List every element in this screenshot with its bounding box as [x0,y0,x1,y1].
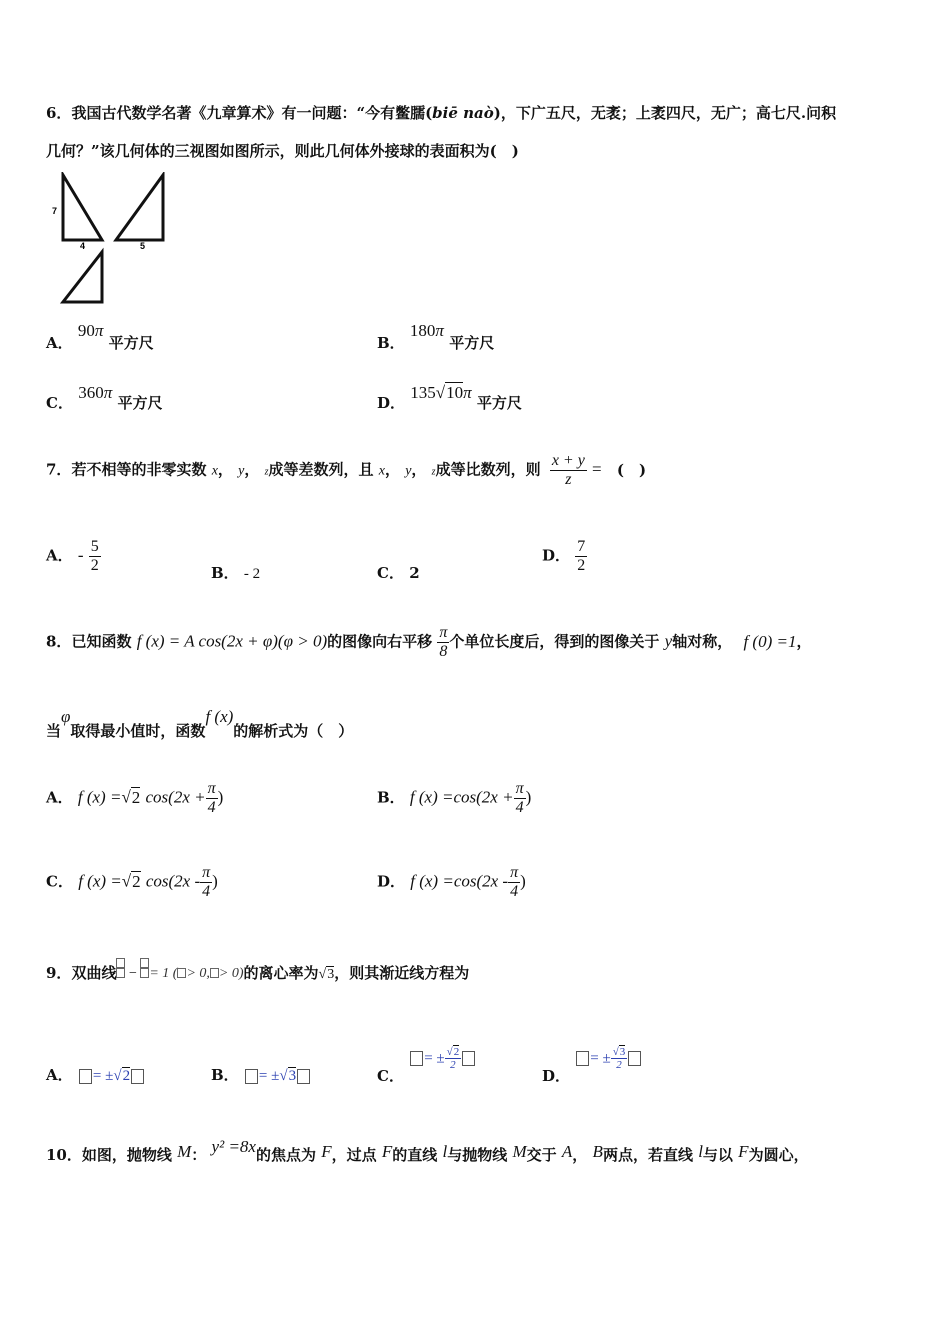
q8-a-body: cos(2x + [145,787,206,807]
q8-option-a: A． f (x) =√2 cos(2x + $\frac{\pi}{4}$ ) [46,780,224,816]
q7-option-b [211,562,260,583]
q7-eq: = [592,459,602,479]
q8-text-g: 的解析式为（ ） [233,722,354,740]
q9-c-root: 2 [453,1046,460,1058]
q8-d-label: D． [377,872,406,891]
q7-var-x: x [211,463,218,479]
q8-axis-var: y [664,631,673,651]
q9-d-root: 3 [619,1046,626,1058]
q10-text-b: 的焦点为 [255,1146,316,1164]
q8-c-lhs: f (x) = [78,871,122,891]
q9-text-a: 双曲线 [71,964,117,982]
q7-var-y2: y [405,463,412,479]
q6-a-label: A． [46,334,73,352]
three-view-figure [50,172,170,308]
q7-option-c [377,562,420,583]
q9-c-pm: = ± [424,1050,445,1067]
q7-text-a: 若不相等的非零实数 [71,460,207,479]
q7-d-label: D． [542,546,571,565]
q10-text-a: 如图，抛物线 [81,1146,172,1164]
q6-option-c [46,383,163,413]
q6-d-root: 10 [446,383,464,402]
q9-d-frac: $\frac{√3}{2}$ [612,1046,626,1071]
q10-a: A [561,1142,573,1161]
q8-option-d [377,864,526,901]
q10-number: 10． [46,1146,82,1164]
q8-phi: φ [61,707,71,726]
q7-var-z2: z [431,466,436,478]
q10-text-c: ，过点 [331,1146,377,1164]
q7-fraction [550,452,587,489]
q9-option-b: B． = ±√3 [211,1064,311,1085]
q8-shift-num: π [439,624,448,641]
q9-c-frac: $\frac{√2}{2}$ [446,1046,460,1071]
side-view-triangle [116,175,163,240]
q6-pinyin: biē naò [432,104,494,122]
q6-a-math: 90π [77,321,104,340]
q6-c-unit: 平方尺 [117,394,163,412]
q8-cond: f (0) =1 [743,631,797,651]
q8-text-b: 的图像向右平移 [327,632,433,651]
q7-text-c: 成等比数列，则 [435,460,541,479]
q7-var-x2: x [378,463,385,479]
q8-shift-den: 8 [437,642,449,661]
q8-option-c: C． f (x) =√2 cos(2x - $\frac{\pi}{4}$ ) [46,864,218,900]
q8-b-close: ) [525,787,532,807]
q6-b-label: B． [377,334,405,352]
q9-d-pm: = ± [590,1050,611,1067]
q8-b-num: π [515,780,524,797]
label-4: 4 [80,241,86,251]
q7-a-den: 2 [90,557,99,574]
q8-a-den: 4 [206,798,218,817]
q10-text-g: 两点，若直线 [602,1146,693,1164]
q9-eq-tail: = 1 ( [149,966,178,981]
q8-d-close: ) [520,871,526,891]
q6-c-math: 360π [78,383,113,402]
q8-b-lhs: f (x) = [409,787,454,807]
q9-root: 3 [327,967,335,982]
q9-option-a: A． = ±√2 [46,1064,145,1085]
q8-a-frac [206,780,218,817]
q9-cond1: > 0, [186,966,210,981]
q7-b-label: B． [211,564,239,582]
q10-b: B [592,1142,603,1161]
q7-c-label: C． [377,564,404,582]
q8-c-label: C． [46,872,73,891]
q10-f: F [321,1142,332,1161]
q6-line2: 几何？”该几何体的三视图如图所示，则此几何体外接球的表面积为( ) [46,142,519,160]
q8-c-den: 4 [200,882,212,901]
q10-l: l [442,1142,448,1161]
q10-f2: F [381,1142,393,1161]
q6-d-math: 135√10π [410,383,472,402]
q8-option-b [377,780,531,817]
q6-option-d [377,383,522,413]
q8-b-label: B． [377,788,405,807]
q10-colon: ： [191,1146,207,1164]
q8-d-num: π [510,864,519,881]
q8-line1 [46,624,811,661]
q7-number: 7． [46,460,72,479]
q9-b-label: B． [211,1066,239,1084]
q6-d-unit: 平方尺 [476,394,522,412]
q6-d-value: 135 [410,383,436,402]
q8-c-num: π [202,864,211,881]
q9-a-pm: = ± [92,1068,114,1084]
q10-line [46,1137,809,1165]
q6-number: 6． [46,104,72,122]
q9-text-b: 的离心率为 [243,964,319,982]
q8-d-lhs: f (x) = [410,871,454,891]
q8-a-root: 2 [131,787,141,807]
q7-b-value: - 2 [243,566,261,582]
q7-option-d [542,538,587,575]
q6-c-value: 360 [78,383,104,402]
q7-frac-den: z [550,470,587,489]
q8-number: 8． [46,632,72,651]
q7-text-b: 成等差数列，且 [268,460,374,479]
q7-option-a [46,538,101,575]
q10-text-e: 与抛物线 [447,1146,508,1164]
q6-a-value: 90 [77,321,95,340]
q10-text-h: 与以 [702,1146,733,1164]
q8-d-body: cos(2x - [453,871,509,891]
q8-a-close: ) [217,787,224,807]
q10-sep: ， [572,1146,588,1164]
q8-text-f: 取得最小值时，函数 [70,722,206,740]
q9-number: 9． [46,964,72,982]
q10-text-f: 交于 [526,1146,557,1164]
q8-a-label: A． [46,788,73,807]
q10-m: M [177,1142,192,1161]
q7-a-sign: - [77,545,84,565]
q9-hyperbola-equation: − = 1 ( > 0, > 0) [116,958,243,982]
q8-fx: f (x) [205,707,234,726]
q7-d-frac [575,538,587,575]
q6-text1-end: )，下广五尺，无袤；上袤四尺，无广；高七尺.问积 [493,104,837,122]
q8-c-root: 2 [132,871,141,891]
q8-c-close: ) [212,871,218,891]
q9-cond2: > 0) [218,966,244,981]
q6-c-label: C． [46,394,73,412]
q9-b-root: 3 [288,1068,297,1084]
front-view-triangle [63,175,102,240]
q8-text-d: 轴对称， [672,632,733,651]
q9-line: 9．双曲线 − = 1 ( > 0, > 0)的离心率为√3，则其渐近线方程为 [46,962,469,986]
q7-line: 7．若不相等的非零实数 x， y， z成等差数列，且 x， y， z成等比数列，则 $\frac{x + y}{z}$ = ( ) [46,452,647,488]
label-7: 7 [52,206,58,216]
q9-b-pm: = ± [258,1068,280,1084]
q10-text-i: 为圆心， [748,1146,809,1164]
q8-c-body: cos(2x - [145,871,201,891]
q6-line1 [46,102,836,123]
q6-b-value: 180 [409,321,436,340]
q7-var-z: z [264,466,269,478]
q8-c-frac [200,864,212,901]
q8-a-lhs: f (x) = [77,787,122,807]
q8-text-c: 个单位长度后，得到的图像关于 [449,632,660,651]
q8-func: f (x) = A cos(2x + φ)(φ > 0) [136,631,328,651]
q9-d-label: D． [542,1066,571,1085]
label-5: 5 [140,241,146,251]
q8-a-num: π [207,780,216,797]
q6-text1: 我国古代数学名著《九章算术》有一问题：“今有鳖臑( [71,104,433,122]
q10-f3: F [738,1142,749,1161]
q9-a-root: 2 [122,1068,131,1084]
q10-l2: l [698,1142,703,1161]
q6-option-b [377,321,495,353]
q8-shift-frac [437,624,449,661]
q6-b-unit: 平方尺 [449,334,495,352]
q8-d-frac [508,864,520,901]
q8-b-den: 4 [514,798,526,817]
q9-text-c: ，则其渐近线方程为 [334,964,470,982]
q6-d-label: D． [377,394,406,412]
q8-text-e: 当 [46,722,62,740]
q8-line2 [46,707,354,741]
q9-a-label: A． [46,1066,73,1084]
q9-c-den: 2 [445,1058,462,1071]
q8-text-a: 已知函数 [71,632,132,651]
q9-option-d [542,1046,642,1085]
q7-d-num: 7 [577,538,586,555]
q7-var-y: y [238,463,245,479]
q10-parabola: y² =8x [211,1137,256,1156]
q8-b-body: cos(2x + [453,787,514,807]
q7-c-value: 2 [409,564,420,582]
q6-a-unit: 平方尺 [108,334,154,352]
q8-comma: ， [796,632,812,651]
q7-paren: ( ) [616,460,647,479]
q10-text-d: 的直线 [392,1146,438,1164]
q7-a-num: 5 [90,538,99,555]
top-view-triangle [63,252,102,302]
q7-a-frac [89,538,101,575]
q7-frac-num: x + y [551,452,585,469]
q10-m2: M [512,1142,527,1161]
q8-b-frac [514,780,526,817]
q7-a-label: A． [46,546,73,565]
q9-option-c [377,1046,476,1085]
q6-option-a [46,321,154,353]
q6-b-math: 180π [409,321,444,340]
q9-c-label: C． [377,1066,404,1085]
q8-d-den: 4 [508,882,520,901]
q9-d-den: 2 [611,1058,628,1071]
q7-d-den: 2 [577,557,586,574]
